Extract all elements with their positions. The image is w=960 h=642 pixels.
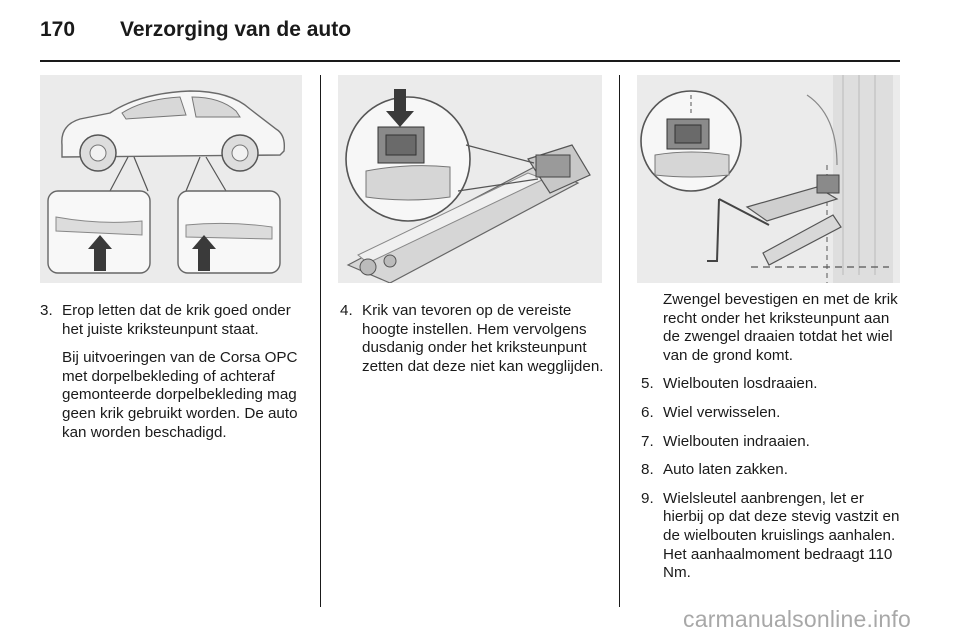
list-item-text: Wielbouten losdraaien. — [663, 375, 818, 393]
list-item — [641, 433, 908, 452]
car-jacking-points-illustration — [40, 75, 302, 283]
list-item-text: Wielsleutel aanbrengen, let er hierbij op dat deze stevig vastzit en de wielbouten kruislings aanhalen. Het aanhaalmoment bedraagt 110 Nm. — [663, 489, 900, 582]
column-3-text — [641, 291, 908, 593]
list-item-number: 9. — [641, 489, 654, 507]
list-item — [641, 375, 908, 394]
list-item-text: Wiel verwisselen. — [663, 403, 781, 421]
jack-crank-illustration — [637, 75, 900, 283]
column-2-text — [340, 302, 610, 386]
page-header — [40, 18, 900, 48]
header-rule — [40, 60, 900, 62]
list-item-text: Krik van tevoren op de vereiste hoogte instellen. Hem vervolgens dusdanig onder het kriksteunpunt zetten dat deze niet kan wegglijden. — [362, 302, 604, 375]
column-divider-1 — [320, 75, 321, 607]
opc-warning-paragraph: Bij uitvoeringen van de Corsa OPC met dorpelbekleding of achteraf gemonteerde dorpelbekleding mag geen krik gebruikt worden. De auto kan worden beschadigd. — [62, 349, 298, 441]
list-item-text: Auto laten zakken. — [663, 461, 788, 479]
list-item-number: 5. — [641, 375, 654, 393]
list-item — [641, 461, 908, 480]
list-item-number: 4. — [340, 302, 353, 319]
watermark: carmanualsonline.info — [683, 606, 911, 632]
page-title: Verzorging van de auto — [120, 18, 352, 41]
jack-detail-illustration — [338, 75, 602, 283]
list-item — [641, 404, 908, 423]
list-item-number: 8. — [641, 461, 654, 479]
page-number: 170 — [40, 18, 76, 41]
list-item-number: 3. — [40, 302, 53, 319]
crank-paragraph: Zwengel bevestigen en met de krik recht onder het kriksteunpunt aan de zwengel draaien totdat het wiel van de grond komt. — [663, 291, 898, 364]
column-1-text — [40, 302, 310, 452]
list-item-number: 6. — [641, 403, 654, 421]
list-item-text: Wielbouten indraaien. — [663, 432, 810, 450]
list-item — [40, 302, 310, 339]
list-item — [340, 302, 610, 376]
list-item-text: Erop letten dat de krik goed onder het juiste kriksteunpunt staat. — [62, 302, 291, 338]
list-item — [641, 490, 908, 583]
column-divider-2 — [619, 75, 620, 607]
list-item-number: 7. — [641, 432, 654, 450]
